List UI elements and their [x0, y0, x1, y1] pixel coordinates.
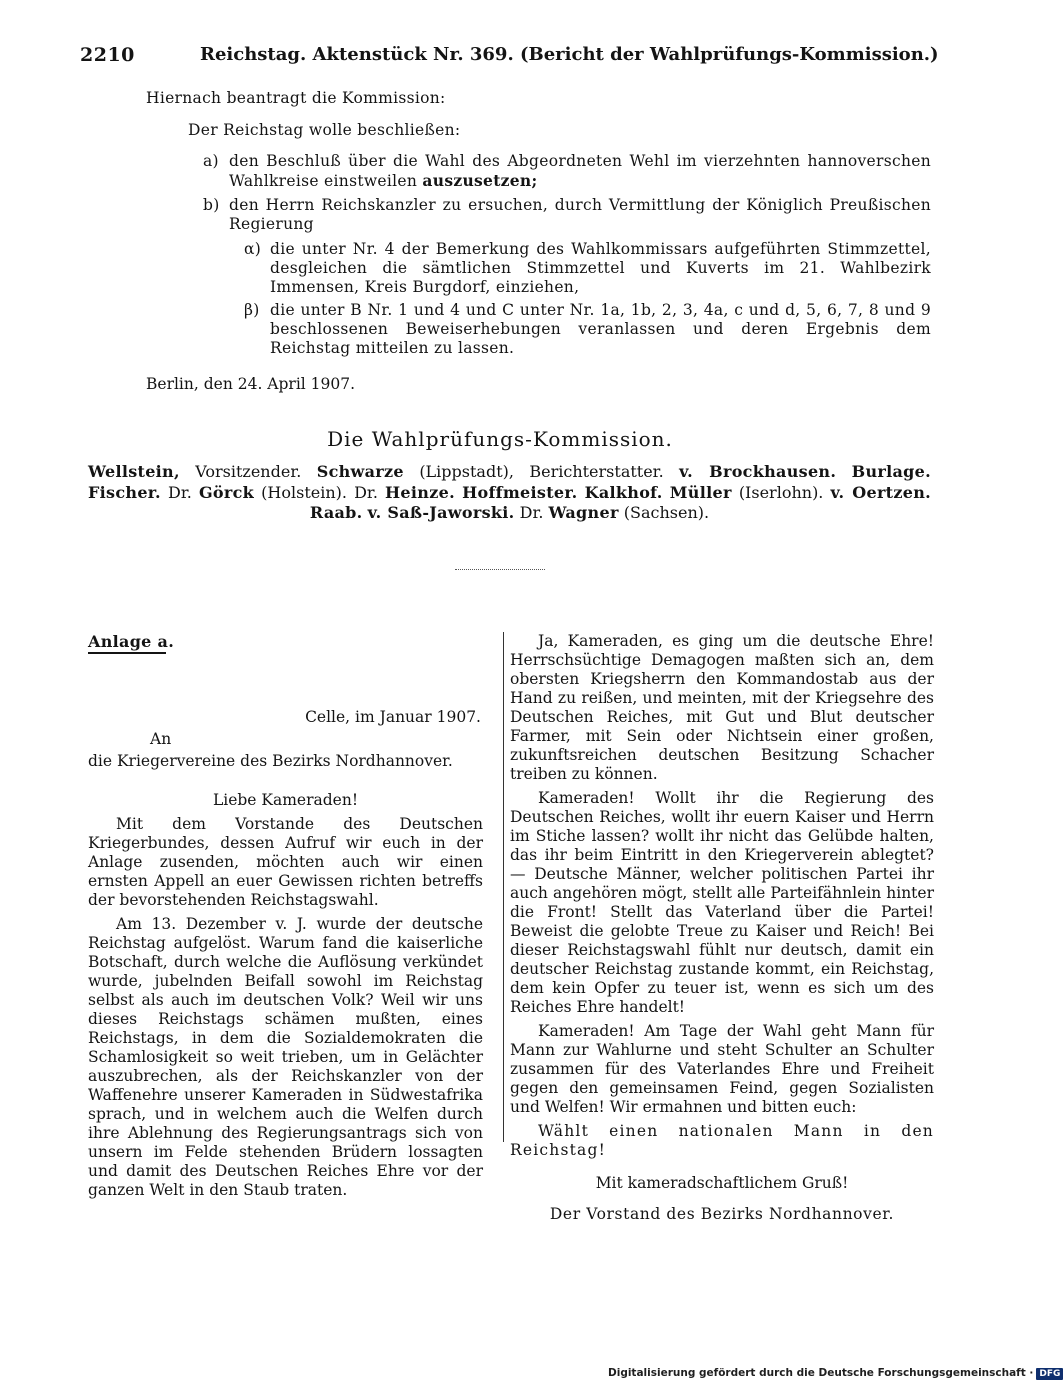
annex-to: An	[150, 730, 172, 748]
dfg-logo: DFG	[1036, 1368, 1063, 1380]
member-name: v. Oertzen.	[830, 482, 932, 502]
header-title: Reichstag. Aktenstück Nr. 369. (Bericht der Wahlprüfungs-Kommission.)	[200, 44, 939, 65]
commission-members	[88, 462, 931, 524]
annex-right-paragraph-4: Wählt einen nationalen Mann in den Reichstag!	[510, 1122, 934, 1159]
annex-right-paragraph-2: Kameraden! Wollt ihr die Regierung des Deutschen Reiches, wollt ihr euern Kaiser und Herrn im Stiche lassen? wollt ihr nicht das Gelübde halten, das ihr beim Eintritt in den Kriegerverein ablegtet? — Deutsche Männer, welcher politischen Partei ihr auch angehören mögt, stellt alle Parteifähnlein hinter die Front! Stellt das Vaterland über die Partei! Beweist die gelobte Treue zu Kaiser und Reich! Bei dieser Reichstagswahl fühlt nur deutsch, damit ein deutscher Reichstag zustande kommt, ein Reichstag, dem kein Opfer zu teuer ist, wenn es sich um des Reiches Ehre handelt!	[510, 789, 934, 1016]
item-a-bold: auszusetzen;	[422, 171, 538, 190]
motion-item-b	[203, 196, 931, 234]
item-alpha-label: α)	[244, 240, 262, 258]
annex-left-paragraph-2: Am 13. Dezember v. J. wurde der deutsche Reichstag aufgelöst. Warum fand die kaiserliche Botschaft, durch welche die Auflösung verkündet wurde, jubelnden Beifall sowohl im Reichstag selbst als auch im deutschen Volk? Weil wir uns dieses Reichstags schämen mußten, eines Reichstags, in dem die Sozialdemokraten die Schamlosigkeit so weit trieben, um in Gelächter auszubrechen, als der Reichskanzler von der Waffenehre unserer Kameraden in Südwestafrika sprach, und in welchem auch die Welfen durch ihre Ablehnung des Regierungsantrags sich von unsern im Felde stehenden Brüdern lossagten und damit des Deutschen Reiches Ehre vor der ganzen Welt in den Staub traten.	[88, 915, 483, 1199]
motion-item-beta	[244, 301, 931, 358]
item-beta-label: β)	[244, 301, 260, 319]
column-divider	[503, 632, 504, 1142]
annex-right-paragraph-3: Kameraden! Am Tage der Wahl geht Mann für Mann zur Wahlurne und steht Schulter an Schulter zusammen für des Vaterlandes Ehre und Freiheit gegen den gemeinsamen Feind, gegen Sozialisten und Welfen! Wir ermahnen und bitten euch:	[510, 1022, 934, 1116]
annex-right-paragraph-1: Ja, Kameraden, es ging um die deutsche Ehre! Herrschsüchtige Demagogen maßten sich an, dem obersten Kriegsherrn den Kommandostab aus der Hand zu reißen, und meinten, mit der Kriegsehre des Deutschen Reiches, mit Gut und Blut deutscher Farmer, mit Sein oder Nichtsein einer großen, zukunftsreichen deutschen Besitzung Schacher treiben zu können.	[510, 632, 934, 783]
member-name: Heinze.	[385, 482, 455, 502]
annex-recipients: die Kriegervereine des Bezirks Nordhannover.	[88, 752, 453, 770]
member-name: v. Brockhausen.	[679, 462, 837, 481]
annex-left-column	[88, 708, 483, 1200]
annex-salutation: Liebe Kameraden!	[212, 791, 359, 809]
item-a-text: den Beschluß über die Wahl des Abgeordneten Wehl im vierzehnten hannoverschen Wahlkreise einstweilen	[229, 152, 931, 190]
member-name: Kalkhof.	[584, 482, 663, 502]
dateline: Berlin, den 24. April 1907.	[146, 375, 356, 393]
item-b-label: b)	[203, 196, 220, 214]
member-role: Vorsitzender.	[195, 462, 302, 481]
annex-right-column	[510, 632, 934, 1224]
member-name: Raab.	[309, 503, 363, 522]
commission-title: Die Wahlprüfungs-Kommission.	[327, 427, 673, 451]
annex-signature: Der Vorstand des Bezirks Nordhannover.	[549, 1205, 895, 1223]
section-divider	[455, 569, 545, 570]
member-name: Görck	[198, 482, 255, 502]
motion-resolve: Der Reichstag wolle beschließen:	[188, 121, 461, 139]
annex-closing: Mit kameradschaftlichem Gruß!	[595, 1174, 849, 1192]
motion-item-alpha	[244, 240, 931, 297]
annex-label-underline	[88, 652, 166, 654]
annex-place-date: Celle, im Januar 1907.	[305, 708, 481, 726]
member-name: Burlage.	[851, 462, 932, 481]
item-b-text: den Herrn Reichskanzler zu ersuchen, durch Vermittlung der Königlich Preußischen Regierung	[229, 196, 931, 233]
member-name: Fischer.	[88, 482, 161, 502]
member-name: Schwarze	[316, 462, 404, 481]
motion-intro: Hiernach beantragt die Kommission:	[146, 89, 446, 107]
item-alpha-text: die unter Nr. 4 der Bemerkung des Wahlkommissars aufgeführten Stimmzettel, desgleichen die sämtlichen Stimmzettel und Kuverts im 21. Wahlbezirk Immensen, Kreis Burgdorf, einziehen,	[270, 240, 931, 296]
member-title: Dr.	[519, 503, 544, 522]
member-role: (Lippstadt), Berichterstatter.	[419, 462, 664, 481]
member-suffix: (Holstein).	[261, 482, 347, 502]
member-name: Wellstein,	[88, 462, 180, 481]
annex-left-paragraph-1: Mit dem Vorstande des Deutschen Kriegerbundes, dessen Aufruf wir euch in der Anlage zusenden, möchten auch wir einen ernsten Appell an euer Gewissen richten betreffs der bevorstehenden Reichstagswahl.	[88, 815, 483, 909]
item-a-label: a)	[203, 152, 219, 170]
running-header	[80, 40, 940, 70]
member-name: Hoffmeister.	[462, 482, 578, 502]
member-title: Dr.	[168, 482, 192, 502]
annex-label: Anlage a.	[88, 632, 175, 651]
member-name: Wagner	[548, 503, 619, 522]
member-name: Müller	[669, 482, 732, 502]
motion-item-a	[203, 152, 931, 191]
item-beta-text: die unter B Nr. 1 und 4 und C unter Nr. 1a, 1b, 2, 3, 4a, c und d, 5, 6, 7, 8 und 9 beschlossenen Beweiserhebungen veranlassen und deren Ergebnis dem Reichstag mitteilen zu lassen.	[270, 301, 931, 357]
member-suffix: (Iserlohn).	[738, 482, 824, 502]
digitization-footer	[608, 1367, 1063, 1380]
member-suffix: (Sachsen).	[623, 503, 710, 522]
member-name: v. Saß-Jaworski.	[367, 503, 515, 522]
page-number: 2210	[80, 44, 135, 66]
member-title: Dr.	[354, 482, 378, 502]
footer-text: Digitalisierung gefördert durch die Deutsche Forschungsgemeinschaft ·	[608, 1367, 1034, 1379]
